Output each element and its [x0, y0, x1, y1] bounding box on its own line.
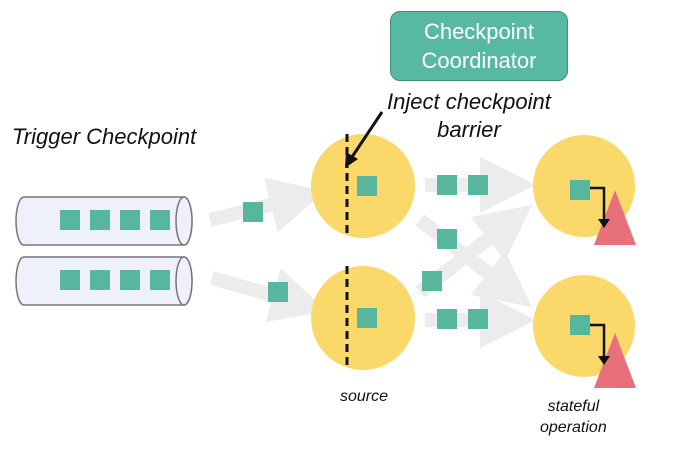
queue-2-record — [150, 270, 170, 290]
record-source2-op2 — [437, 309, 457, 329]
queue-2-cap — [176, 257, 192, 305]
checkpoint-coordinator-box — [390, 11, 568, 81]
record-cross — [437, 229, 457, 249]
trigger-checkpoint-label: Trigger Checkpoint — [12, 124, 197, 149]
record-to-source-2 — [268, 282, 288, 302]
input-queue-2 — [16, 257, 192, 305]
operator-2-record — [570, 315, 590, 335]
record-source2-op2 — [468, 309, 488, 329]
queue-1-record — [90, 210, 110, 230]
coordinator-line-2: Coordinator — [421, 48, 537, 73]
stateful-label-line-1: stateful — [547, 398, 600, 415]
inject-label-line-2: barrier — [437, 117, 501, 142]
operator-node-2 — [533, 275, 636, 388]
queue-1-record — [120, 210, 140, 230]
source-node-2 — [311, 266, 415, 370]
queue-2-record — [120, 270, 140, 290]
queue-1-record — [60, 210, 80, 230]
input-queue-1 — [16, 197, 192, 245]
record-to-source-1 — [243, 202, 263, 222]
source-label: source — [340, 388, 389, 405]
queue-1-cap — [176, 197, 192, 245]
operator-1-record — [570, 180, 590, 200]
queue-2-record — [90, 270, 110, 290]
stateful-label-line-2: operation — [540, 419, 607, 436]
stateful-operation-label — [540, 396, 607, 438]
record-source1-op1 — [468, 175, 488, 195]
coordinator-line-1: Checkpoint — [423, 19, 535, 44]
source-1-record — [357, 176, 377, 196]
record-cross — [422, 271, 442, 291]
source-2-record — [357, 308, 377, 328]
queue-2-record — [60, 270, 80, 290]
record-source1-op1 — [437, 175, 457, 195]
queue-1-record — [150, 210, 170, 230]
inject-label-line-1: Inject checkpoint — [387, 89, 551, 114]
source-node-1 — [311, 134, 415, 238]
operator-node-1 — [533, 135, 636, 245]
inject-barrier-label — [387, 88, 551, 144]
